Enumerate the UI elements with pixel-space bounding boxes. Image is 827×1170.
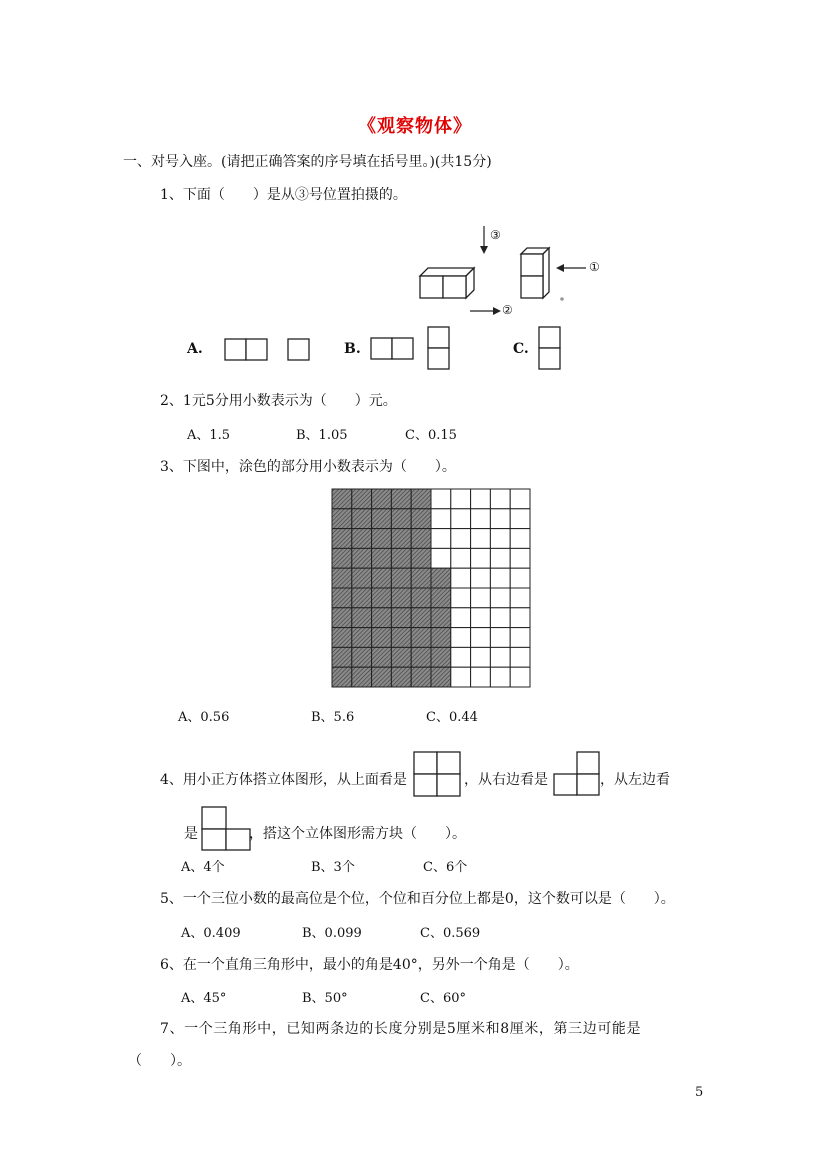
grid-cell (431, 509, 451, 529)
grid-cell-shaded (372, 548, 392, 568)
q6-option-c: C、60° (420, 991, 466, 1006)
grid-cell (510, 608, 530, 628)
q6-option-a: A、45° (181, 991, 227, 1006)
grid-cell (451, 647, 471, 667)
grid-cell-shaded (332, 529, 352, 549)
q4-option-a: A、4个 (181, 860, 225, 875)
grid-cell (431, 489, 451, 509)
grid-cell-shaded (391, 568, 411, 588)
grid-cell-shaded (391, 588, 411, 608)
question-5-text: 5、一个三位小数的最高位是个位，个位和百分位上都是0，这个数可以是（ ）。 (160, 891, 675, 907)
grid-cell (471, 647, 491, 667)
grid-cell (471, 489, 491, 509)
question-4-text-a: 4、用小正方体搭立体图形，从上面看是 (160, 772, 407, 788)
grid-cell-shaded (391, 509, 411, 529)
question-7-text: 7、一个三角形中，已知两条边的长度分别是5厘米和8厘米，第三边可能是 (160, 1021, 642, 1037)
grid-cell-shaded (391, 667, 411, 687)
position-marker-3: ③ (490, 228, 501, 242)
question-4-text-b: ，从右边看是 (464, 772, 548, 788)
grid-cell-shaded (372, 568, 392, 588)
grid-cell (510, 628, 530, 648)
grid-cell (510, 529, 530, 549)
grid-cell-shaded (332, 647, 352, 667)
grid-cell (431, 548, 451, 568)
grid-cell (471, 509, 491, 529)
page-title: 《观察物体》 (358, 116, 472, 137)
grid-cell (490, 489, 510, 509)
grid-cell (510, 588, 530, 608)
grid-cell (451, 548, 471, 568)
q3-option-b: B、5.6 (311, 710, 355, 725)
page-number: 5 (695, 1085, 704, 1100)
grid-cell (510, 667, 530, 687)
grid-cell (471, 628, 491, 648)
grid-cell-shaded (391, 548, 411, 568)
grid-cell (490, 529, 510, 549)
grid-cell (451, 628, 471, 648)
grid-cell-shaded (431, 608, 451, 628)
grid-cell (471, 568, 491, 588)
grid-cell (451, 588, 471, 608)
grid-cell-shaded (352, 568, 372, 588)
grid-cell-shaded (391, 608, 411, 628)
grid-cell-shaded (372, 489, 392, 509)
grid-cell-shaded (431, 667, 451, 687)
grid-cell-shaded (372, 529, 392, 549)
grid-cell-shaded (431, 588, 451, 608)
grid-cell (451, 667, 471, 687)
grid-cell (490, 667, 510, 687)
grid-cell (490, 509, 510, 529)
grid-cell-shaded (352, 529, 372, 549)
grid-cell-shaded (332, 548, 352, 568)
question-1-text: 1、下面（ ）是从③号位置拍摄的。 (160, 187, 407, 203)
grid-cell (510, 647, 530, 667)
grid-cell-shaded (372, 667, 392, 687)
grid-cell-shaded (411, 489, 431, 509)
grid-cell (490, 608, 510, 628)
grid-cell-shaded (411, 647, 431, 667)
question-3-text: 3、下图中，涂色的部分用小数表示为（ ）。 (160, 459, 456, 475)
grid-cell (490, 628, 510, 648)
q1-option-b-figure (370, 326, 452, 372)
grid-cell-shaded (332, 568, 352, 588)
grid-cell (510, 509, 530, 529)
q1-option-a-figure (224, 338, 314, 362)
grid-cell-shaded (372, 588, 392, 608)
grid-cell-shaded (391, 529, 411, 549)
grid-cell-shaded (352, 608, 372, 628)
grid-cell (510, 568, 530, 588)
grid-cell (451, 489, 471, 509)
grid-cell (471, 608, 491, 628)
grid-cell-shaded (411, 548, 431, 568)
grid-cell-shaded (352, 489, 372, 509)
grid-cell-shaded (352, 509, 372, 529)
grid-cell (451, 608, 471, 628)
q1-option-c-figure (538, 326, 564, 372)
q3-option-a: A、0.56 (178, 710, 230, 725)
question-4-text-e: ，搭这个立体图形需方块（ ）。 (249, 826, 466, 842)
grid-cell-shaded (391, 647, 411, 667)
q6-option-b: B、50° (302, 991, 348, 1006)
grid-cell-shaded (431, 628, 451, 648)
q3-option-c: C、0.44 (426, 710, 478, 725)
grid-cell-shaded (372, 509, 392, 529)
grid-cell (490, 647, 510, 667)
grid-cell (451, 529, 471, 549)
grid-cell-shaded (411, 628, 431, 648)
grid-cell-shaded (411, 509, 431, 529)
position-marker-2: ② (502, 303, 513, 317)
grid-cell (451, 509, 471, 529)
grid-cell-shaded (372, 628, 392, 648)
grid-cell-shaded (391, 628, 411, 648)
grid-cell-shaded (372, 647, 392, 667)
q4-left-view (201, 806, 253, 852)
position-marker-1: ① (589, 260, 600, 274)
grid-cell-shaded (352, 667, 372, 687)
q5-option-a: A、0.409 (181, 926, 241, 941)
grid-cell (490, 568, 510, 588)
grid-cell (471, 588, 491, 608)
question-6-text: 6、在一个直角三角形中，最小的角是40°，另外一个角是（ ）。 (160, 957, 579, 973)
grid-cell (471, 548, 491, 568)
q2-option-b: B、1.05 (296, 428, 348, 443)
grid-cell-shaded (411, 529, 431, 549)
q2-option-c: C、0.15 (405, 428, 457, 443)
grid-cell (431, 529, 451, 549)
grid-cell-shaded (352, 628, 372, 648)
q4-option-c: C、6个 (423, 860, 468, 875)
grid-cell (510, 548, 530, 568)
grid-cell (471, 667, 491, 687)
grid-cell-shaded (332, 667, 352, 687)
grid-cell-shaded (332, 509, 352, 529)
grid-cell-shaded (332, 628, 352, 648)
grid-cell-shaded (332, 608, 352, 628)
grid-cell (451, 568, 471, 588)
grid-cell-shaded (411, 608, 431, 628)
section-heading: 一、对号入座。(请把正确答案的序号填在括号里。)(共15分) (123, 154, 492, 170)
grid-cell (490, 548, 510, 568)
question-7-text-cont: （ ）。 (128, 1053, 191, 1069)
grid-cell (471, 529, 491, 549)
grid-cell-shaded (352, 647, 372, 667)
q5-option-b: B、0.099 (302, 926, 362, 941)
grid-cell (490, 588, 510, 608)
q1-option-b-label: B. (344, 341, 361, 357)
grid-cell-shaded (391, 489, 411, 509)
grid-cell-shaded (332, 588, 352, 608)
q5-option-c: C、0.569 (420, 926, 481, 941)
grid-cell-shaded (332, 489, 352, 509)
q4-top-view (413, 751, 463, 799)
q2-option-a: A、1.5 (187, 428, 231, 443)
grid-cell-shaded (372, 608, 392, 628)
q4-right-view (553, 751, 603, 797)
grid-cell-shaded (411, 588, 431, 608)
question-4-text-c: ，从左边看 (600, 772, 670, 788)
grid-cell-shaded (352, 548, 372, 568)
grid-cell-shaded (431, 568, 451, 588)
hundred-grid-figure (331, 488, 531, 688)
q1-option-c-label: C. (513, 341, 529, 357)
grid-cell-shaded (352, 588, 372, 608)
q1-option-a-label: A. (187, 341, 203, 357)
question-4-text-d: 是 (184, 826, 198, 842)
grid-cell-shaded (411, 667, 431, 687)
grid-cell (510, 489, 530, 509)
grid-cell-shaded (431, 647, 451, 667)
grid-cell-shaded (411, 568, 431, 588)
q4-option-b: B、3个 (311, 860, 355, 875)
question-2-text: 2、1元5分用小数表示为（ ）元。 (160, 393, 397, 409)
